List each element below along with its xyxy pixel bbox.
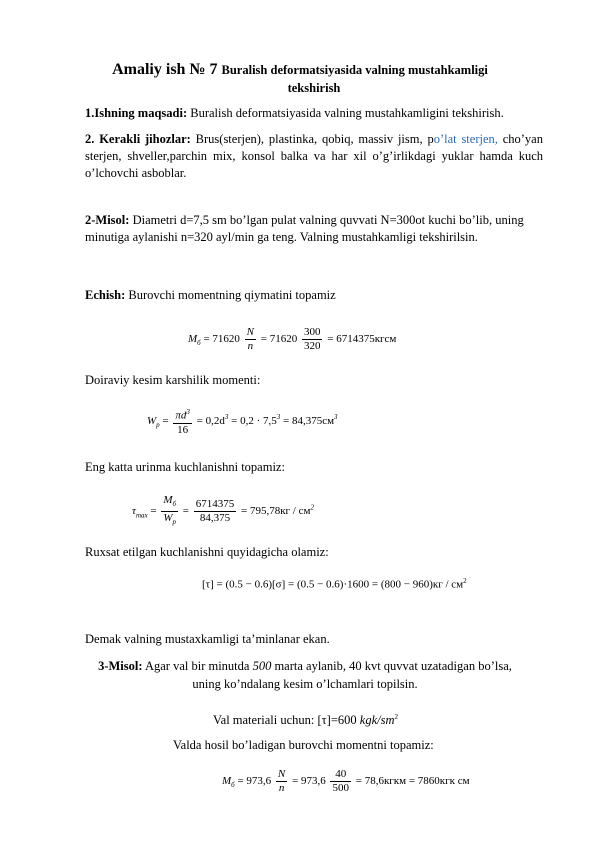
purpose-text: Buralish deformatsiyasida valning mustahkamligini tekshirish. xyxy=(187,106,504,120)
f3-result: = 795,78кг / см xyxy=(238,505,311,518)
formula-torque-2 xyxy=(222,768,470,795)
f5-frac1-den: n xyxy=(278,782,285,794)
f5-frac1-num: N xyxy=(277,768,286,780)
example3-text-italic: 500 xyxy=(252,659,272,673)
page-title xyxy=(60,60,540,80)
f5-frac2-num: 40 xyxy=(330,768,351,782)
f3-eq2: = xyxy=(180,505,192,518)
f5-fraction-2 xyxy=(330,768,351,795)
f3-fraction-2 xyxy=(194,498,237,525)
equipment-paragraph xyxy=(85,131,543,182)
example3-text-b: marta aylanib, 40 kvt quvvat uzatadigan bo’lsa, xyxy=(271,659,512,673)
resistance-text: Doiraviy kesim karshilik momenti: xyxy=(85,373,261,387)
shear-text: Eng katta urinma kuchlanishni topamiz: xyxy=(85,460,285,474)
example2-text: Diametri d=7,5 sm bo’lgan pulat valning quvvati N=300ot kuchi bo’lib, uning minutiga aylanishi n=320 ayl/min ga teng. Valning mustahkamligi tekshirilsin. xyxy=(85,213,524,244)
f3-frac2-den: 84,375 xyxy=(199,512,231,525)
f5-eq2: = 973,6 xyxy=(289,775,326,788)
f2-frac-num xyxy=(173,406,192,424)
equipment-text-a: Brus(sterjen), plastinka, qobiq, massiv jism, p xyxy=(190,132,434,146)
equipment-text-b: cho’yan sterjen, shveller,parchin mix, konsol balka va har xil o’g’irlikdagi yuklar hamda kuch o’lchovchi asboblar. xyxy=(85,132,543,180)
f2-frac-num-sup: 3 xyxy=(186,408,190,416)
f1-frac2-den: 320 xyxy=(303,340,321,352)
equipment-text-blue: o’lat sterjen, xyxy=(433,132,498,146)
title-main: Amaliy ish № 7 xyxy=(112,61,218,78)
purpose-paragraph xyxy=(85,105,543,122)
formula-torque-1 xyxy=(188,326,396,353)
f1-fraction-2 xyxy=(302,326,323,353)
example2-paragraph xyxy=(85,212,543,246)
equipment-label: 2. Kerakli jihozlar: xyxy=(85,132,191,146)
solution-label: Echish: xyxy=(85,288,126,302)
f2-eq1: = xyxy=(159,414,172,427)
solution-text: Burovchi momentning qiymatini topamiz xyxy=(125,288,336,302)
f3-frac1-den xyxy=(161,512,178,529)
f1-frac1-num: N xyxy=(246,326,255,338)
f2-mid: = 0,2d xyxy=(196,414,225,427)
f1-frac2-num: 300 xyxy=(303,326,321,338)
f2-lhs: W xyxy=(147,414,157,427)
f2-lhs-sub: р xyxy=(156,421,160,430)
example3-text-a: Agar val bir minutda xyxy=(142,659,253,673)
f1-eq2: = 71620 xyxy=(258,333,298,346)
material-unit-sup: 2 xyxy=(394,713,398,721)
f4-sup: 2 xyxy=(463,577,467,585)
title-sub-line1: Buralish deformatsiyasida valning mustahkamligi xyxy=(221,63,488,77)
f1-fraction-1 xyxy=(245,326,256,353)
example2-label: 2-Misol: xyxy=(85,213,130,227)
f5-frac2-den: 500 xyxy=(332,782,349,794)
f1-lhs-sub: б xyxy=(197,339,201,348)
formula-max-shear xyxy=(132,494,314,529)
formula-section-modulus xyxy=(147,406,338,437)
f2-result-sup: 3 xyxy=(334,413,338,422)
f5-lhs: M xyxy=(222,775,232,788)
f5-result: = 78,6кгкм = 7860кгк см xyxy=(352,775,470,788)
f3-frac1-num-sub: б xyxy=(172,500,177,509)
f2-mid2-sup: 3 xyxy=(276,413,281,422)
example3-paragraph xyxy=(60,658,550,675)
example3-label: 3-Misol: xyxy=(98,659,143,673)
f3-frac1-den-sub: р xyxy=(172,518,177,527)
material-text: Val materiali uchun: [τ]=600 xyxy=(213,713,360,728)
f1-frac1-den: n xyxy=(247,340,254,352)
f3-frac1-num-text: M xyxy=(163,494,173,506)
f5-lhs-sub: б xyxy=(231,781,235,790)
f5-eq1: = 973,6 xyxy=(234,775,272,788)
formula-allowed-stress xyxy=(202,577,467,591)
f3-frac2-num: 6714375 xyxy=(195,498,235,511)
conclusion-text: Demak valning mustaxkamligi ta’minlanar ekan. xyxy=(85,632,330,646)
f2-frac-num-text: πd xyxy=(175,409,187,422)
example3-line2: uning ko’ndalang kesim o’lchamlari topilsin. xyxy=(192,677,418,691)
f2-mid2: = 0,2 · 7,5 xyxy=(228,414,277,427)
f3-lhs-sub: max xyxy=(135,511,148,520)
title-sub-line2: tekshirish xyxy=(287,81,341,95)
torque-text: Valda hosil bo’ladigan burovchi momentni topamiz: xyxy=(173,738,434,752)
f3-frac1-num xyxy=(161,494,178,512)
f3-result-sup: 2 xyxy=(310,503,314,512)
solution-paragraph xyxy=(85,287,543,304)
purpose-label: 1.Ishning maqsadi: xyxy=(85,106,188,120)
f1-lhs: M xyxy=(188,333,198,346)
f3-fraction-1 xyxy=(161,494,178,529)
material-unit: kgk/sm xyxy=(359,713,395,728)
f1-eq1: = 71620 xyxy=(200,333,240,346)
f2-mid-sup: 3 xyxy=(224,413,229,422)
f3-eq1: = xyxy=(147,505,160,518)
f4-text: [τ] = (0.5 − 0.6)[σ] = (0.5 − 0.6)·1600 = (800 − 960)кг / см xyxy=(202,578,464,591)
f3-lhs: τ xyxy=(132,505,136,518)
f2-fraction xyxy=(173,406,192,437)
f1-result: = 6714375кгсм xyxy=(324,333,397,346)
allowed-text: Ruxsat etilgan kuchlanishni quyidagicha olamiz: xyxy=(85,545,329,559)
f3-frac1-den-text: W xyxy=(163,512,173,525)
f2-frac-den: 16 xyxy=(177,423,189,436)
material-line xyxy=(213,709,398,729)
f2-result: = 84,375см xyxy=(280,414,335,427)
f5-fraction-1 xyxy=(276,768,287,795)
